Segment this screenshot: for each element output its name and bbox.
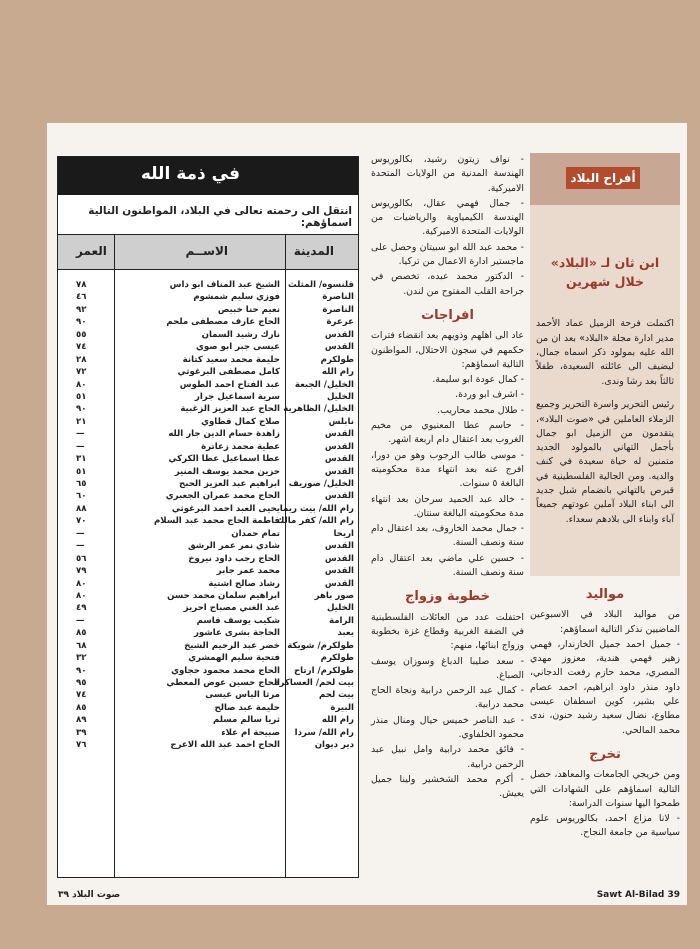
- births-text: [530, 608, 680, 738]
- obituary-age: —: [76, 441, 85, 452]
- column-header-name: الاســم: [185, 244, 228, 258]
- obituary-row: [58, 367, 358, 379]
- obituary-name: ثريا سالم مسلم: [213, 715, 280, 726]
- obituary-name: عطية محمد زعاترة: [201, 441, 280, 452]
- obituary-city: صور باهر: [314, 590, 354, 601]
- obituary-row: [58, 529, 358, 541]
- obituary-age: ٧٠: [76, 516, 87, 527]
- obituary-name: فتحية سليم الهمشري: [188, 653, 280, 664]
- afrah-title-band: [530, 153, 680, 205]
- obituary-age: —: [76, 541, 85, 552]
- obituary-row: [58, 479, 358, 491]
- obituary-row: [58, 566, 358, 578]
- paragraph: - سعد صليبا الدباغ وسوزان يوسف الصباغ.: [371, 655, 524, 681]
- obituary-column-headers: [58, 234, 358, 270]
- paragraph: - كمال عودة ابو سليمة.: [432, 374, 524, 386]
- obituary-city: بيت لحم: [319, 690, 354, 701]
- afrah-subtitle-line2: خلال شهرين: [566, 274, 644, 289]
- obituary-age: ٨٠: [76, 578, 87, 589]
- right-column: [530, 578, 680, 842]
- obituary-age: ٦٠: [76, 491, 87, 502]
- obituary-city: الخليل: [326, 391, 354, 402]
- column-header-age: العمر: [76, 244, 107, 258]
- obituary-city: القدس: [324, 466, 354, 477]
- afrah-subtitle: [536, 253, 674, 291]
- obituary-name: الحاج محمد محمود حجاوي: [171, 665, 280, 676]
- middle-column: [371, 153, 524, 802]
- obituary-city: القدس: [324, 329, 354, 340]
- obituary-city: القدس: [324, 454, 354, 465]
- afrah-box: [530, 153, 680, 576]
- obituary-name: الحاج احمد عبد الله الاعرج: [170, 740, 280, 751]
- obituary-age: ٩٥: [76, 678, 87, 688]
- obituary-row: [58, 429, 358, 441]
- obituary-name: تمام حمدان: [231, 528, 280, 539]
- obituary-age: ٣٢: [76, 653, 87, 664]
- obituary-row: [58, 491, 358, 503]
- paragraph: - حاسم عطا المعنيوي من مخيم الغروب بعد اعتقال دام اربعة اشهر.: [371, 420, 524, 446]
- obituary-name: عبد الفتاح احمد الطوس: [179, 379, 280, 390]
- obituary-age: ٦٥: [76, 479, 87, 489]
- obituary-row: [58, 715, 358, 727]
- obituary-row: [58, 690, 358, 702]
- obituary-row: [58, 554, 358, 566]
- obituary-name: عيسى جبر ابو صوي: [196, 342, 280, 353]
- obituary-age: ٣٩: [76, 727, 87, 738]
- obituary-name: حليمة محمد سعيد كتانة: [182, 354, 280, 365]
- graduates-continued: [371, 153, 524, 299]
- obituary-age: ٧٤: [76, 690, 87, 701]
- obituary-row: [58, 330, 358, 342]
- obituary-name: الشيخ عبد المناف ابو داس: [169, 280, 280, 290]
- obituary-age: ٨٥: [76, 628, 87, 639]
- obituary-city: طولكرم/ شويكة: [287, 640, 354, 651]
- paragraph: - أكرم محمد الشخشير ولينا جميل يعيش.: [371, 773, 524, 800]
- obituary-age: ٢١: [76, 416, 87, 427]
- obituary-name: رشاد صالح اشتية: [208, 578, 280, 589]
- obituary-name: حزين محمد يوسف المنير: [174, 466, 280, 477]
- obituary-city: طولكرم: [320, 653, 354, 664]
- afrah-text: [536, 308, 674, 536]
- paragraph: - عبد الناصر خميس حيال ومنال منذر محمود الخلفاوي.: [371, 714, 524, 740]
- releases-heading: افراجات: [421, 307, 474, 323]
- obituary-city: الخليل: [326, 603, 354, 614]
- obituary-row: [58, 342, 358, 354]
- paragraph: - محمد عبد الله ابو سبيتان وحصل على ماجستير ادارة الاعمال من تركيا.: [371, 241, 524, 268]
- releases-text: [371, 329, 524, 580]
- obituary-row: [58, 541, 358, 553]
- obituary-row: [58, 404, 358, 416]
- obituary-name: شكيب يوسف قاسم: [196, 615, 280, 626]
- obituary-age: ٧٤: [76, 342, 87, 353]
- obituary-age: —: [76, 429, 85, 440]
- column-header-city: المدينة: [293, 244, 334, 258]
- obituary-age: ٣١: [76, 454, 87, 465]
- obituary-age: ٨٠: [76, 379, 87, 390]
- paragraph: - حسين علي ماضي بعد اعتقال دام سنة ونصف السنة.: [371, 552, 524, 579]
- obituary-row: [58, 703, 358, 715]
- obituary-row: [58, 504, 358, 516]
- obituary-name: ابراهيم سلمان محمد حسن: [167, 590, 280, 601]
- paragraph: - نواف زيتون رشيد، بكالوريوس الهندسة المدنية من الولايات المتحدة الاميركية.: [371, 154, 524, 194]
- paragraph: - لانا مزاع احمد، بكالوريوس علوم سياسية من جامعة النجاح.: [530, 813, 680, 839]
- obituary-name: الحاج عارف مصطفى ملحم: [166, 317, 280, 328]
- obituary-intro: انتقل الى رحمته تعالى في البلاد، المواطنون التالية اسماؤهم:: [88, 205, 352, 229]
- obituary-age: ٥١: [76, 391, 87, 402]
- footer-page-number-latin: Sawt Al-Bilad 39: [596, 890, 680, 900]
- obituary-name: عبد الغني مصباح احريز: [183, 603, 280, 614]
- obituary-city: رام الله/ بيت ريما: [279, 503, 354, 514]
- obituary-row: [58, 740, 358, 752]
- obituary-name: حليمة عبد صالح: [214, 702, 280, 713]
- obituary-name: نارك رشيد السمان: [201, 329, 280, 340]
- obituary-city: نابلس: [328, 416, 354, 427]
- obituary-age: ٩٠: [76, 317, 87, 328]
- obituary-city: القدس: [324, 553, 354, 564]
- paragraph: - الدكتور محمد عبده، تخصص في جراحة القلب المفتوح من لندن.: [371, 271, 524, 297]
- obituary-name: الحاج محمد عمران الجعبري: [165, 491, 280, 502]
- graduation-text: [530, 768, 680, 840]
- obituary-row: [58, 603, 358, 615]
- obituary-name: صلاح كمال قطاوي: [201, 416, 280, 427]
- obituary-row: [58, 380, 358, 392]
- obituary-age: ٦٨: [76, 640, 87, 651]
- obituary-row: [58, 355, 358, 367]
- obituary-city: القدس: [324, 541, 354, 552]
- obituary-row: [58, 641, 358, 653]
- obituary-row: [58, 579, 358, 591]
- obituary-row: [58, 392, 358, 404]
- obituary-city: طولكرم/ ارتاح: [293, 665, 354, 676]
- obituary-row: [58, 280, 358, 292]
- obituary-city: رام الله/ كفر مالك: [276, 516, 354, 527]
- obituary-row: [58, 591, 358, 603]
- obituary-city: القدس: [324, 578, 354, 589]
- afrah-title: أفراح البلاد: [566, 167, 640, 189]
- afrah-subtitle-line1: ابن ثان لـ «البلاد»: [550, 255, 660, 270]
- obituary-age: ٨٠: [76, 590, 87, 601]
- obituary-age: —: [76, 528, 85, 539]
- obituary-age: —: [76, 615, 85, 626]
- paragraph: - جمال فهمي عقال، بكالوريوس الهندسة الكيمياوية والرياضيات من الولايات المتحدة الاميركية.: [371, 197, 524, 238]
- obituary-age: ٧٢: [76, 367, 87, 378]
- obituary-age: ٥١: [76, 466, 87, 477]
- obituary-age: ٤٦: [76, 292, 87, 303]
- obituary-title: في ذمة الله: [140, 164, 240, 184]
- obituary-row: [58, 678, 358, 690]
- obituary-row: [58, 442, 358, 454]
- paragraph: احتفلت عدد من العائلات الفلسطينية في الضفة الغربية وقطاع غزة بخطوبة وزواج ابنائها، منهم:: [371, 611, 524, 652]
- obituary-name: فوزي سليم شمشوم: [193, 292, 280, 303]
- obituary-name: الحاج حسين عوض المعطي: [166, 678, 280, 688]
- obituary-city: البيرة: [330, 702, 354, 713]
- obituary-city: يعبد: [337, 628, 354, 639]
- obituary-name: خضر عبد الرحيم الشيخ: [184, 640, 280, 651]
- engagement-text: [371, 611, 524, 802]
- paragraph: - كمال عبد الرحمن درابية ونجاة الحاج محمد درابية.: [371, 685, 524, 711]
- paragraph: رئيس التحرير واسرة التحرير وجميع الزملاء العاملين في «صوت البلاد»، يتقدمون من الزميل ابو جمال بأجمل التهاني بالمولود الجديد متمنين له حياة سعيدة في كنف والديه. ومن الجالية الفلسطينية في قبرص بالتهاني بانضمام شبل جديد الى ابناء البلاد آملين عودتهم جميعاً آباء وابناء الى بلادهم سعداء.: [536, 399, 674, 525]
- obituary-age: ٥٦: [76, 553, 87, 564]
- obituary-age: ٨٩: [76, 715, 87, 726]
- obituary-name: يحيى العبد احمد البرغوثي: [171, 503, 280, 514]
- obituary-name: شادي نمر عمر الرشق: [188, 541, 280, 552]
- engagement-heading: خطوبة وزواج: [405, 589, 490, 605]
- obituary-age: ٥٥: [76, 329, 87, 340]
- paragraph: - اشرف ابو وردة.: [455, 389, 524, 401]
- obituary-city: طولكرم: [320, 354, 354, 365]
- obituary-city: رام الله: [321, 367, 354, 378]
- obituary-city: قلنسوه/ المثلث: [287, 280, 354, 290]
- obituary-age: ٨٥: [76, 702, 87, 713]
- obituary-city: الناصرة: [322, 304, 354, 315]
- obituary-name: زاهدة حسام الدين جار الله: [168, 429, 280, 440]
- paragraph: اكتملت فرحة الزميل عماد الأحمد مدير ادارة مجلة «البلاد» بعد ان من الله عليه بمولود ذكر اسماه جمال، ليضيف الى عائلته السعيدة، طفلاً ثالثاً بعد رشا وندى.: [536, 318, 674, 387]
- paragraph: عاد الى اهلهم وذويهم بعد انقضاء فترات حكمهم في سجون الاحتلال، المواطنون التالية اسماؤهم:: [371, 330, 524, 370]
- obituary-row: [58, 467, 358, 479]
- obituary-row: [58, 516, 358, 528]
- obituary-city: رام الله: [321, 715, 354, 726]
- obituary-age: ٢٨: [76, 354, 87, 365]
- obituary-rows: [58, 280, 358, 753]
- obituary-city: رام الله/ سردا: [294, 727, 354, 738]
- obituary-name: سرية اسماعيل جرار: [194, 391, 280, 402]
- obituary-city: القدس: [324, 342, 354, 353]
- obituary-city: عرعرة: [326, 317, 354, 328]
- paragraph: - موسى طالب الرجوب وهو من دورا، افرج عنه بعد انتهاء مدة محكوميته البالغة ٥ سنوات.: [371, 449, 524, 490]
- obituary-row: [58, 292, 358, 304]
- obituary-name: الحاج رجب داود نيروخ: [188, 553, 280, 564]
- obituary-name: كامل مصطفى البرغوثي: [177, 367, 280, 378]
- paragraph: - جميل احمد جميل الخازندار، فهمي زهير فهمي هندية، معزوز مهدي المصري، محمد حازم رفعت الدجاني، داود منذر داود ابراهيم، احمد عصام علي بشير، كوين اسطفان عيسى مطاوع، نضال سعيد رشيد حنون، ندى محمد المالحي.: [530, 638, 680, 736]
- obituary-row: [58, 653, 358, 665]
- obituary-name: الحاج عبد العزيز الزغبية: [180, 404, 280, 415]
- paragraph: - طلال محمد محاريب.: [437, 404, 524, 416]
- obituary-age: ٩٢: [76, 304, 87, 315]
- obituary-city: القدس: [324, 491, 354, 502]
- obituary-age: ٧٩: [76, 566, 87, 577]
- obituary-name: عطا اسماعيل عطا الكركي: [168, 454, 280, 465]
- paragraph: - خالد عبد الحميد سرحان بعد انتهاء مدة محكوميته البالغة سنتان.: [371, 493, 524, 519]
- graduation-heading: تخرج: [589, 746, 621, 762]
- obituary-name: ابراهيم عبد العزيز الحبح: [179, 479, 280, 489]
- magazine-page: [47, 123, 687, 905]
- obituary-row: [58, 616, 358, 628]
- obituary-city: دير ديوان: [314, 740, 354, 751]
- obituary-row: [58, 728, 358, 740]
- obituary-name: فاطمة الحاج محمد عبد السلام: [154, 516, 280, 527]
- obituary-age: ٩٠: [76, 404, 87, 415]
- obituary-age: ٨٨: [76, 503, 87, 514]
- obituary-row: [58, 666, 358, 678]
- obituary-row: [58, 305, 358, 317]
- obituary-age: ٤٩: [76, 603, 87, 614]
- births-heading: مواليد: [585, 587, 625, 602]
- obituary-name: محمد عمر جابر: [216, 566, 280, 577]
- paragraph: - فائق محمد درابية وامل نبيل عبد الرحمن درابية.: [371, 744, 524, 770]
- paragraph: - جمال محمد الخاروف، بعد اعتقال دام سنة ونصف السنة.: [371, 523, 524, 549]
- obituary-name: صبيحة ام علاء: [221, 727, 280, 738]
- obituary-city: الخليل/ صوريف: [288, 479, 354, 489]
- obituary-city: القدس: [324, 441, 354, 452]
- obituary-age: ٧٨: [76, 280, 87, 290]
- obituary-city: القدس: [324, 566, 354, 577]
- obituary-city: الخليل/ الظاهرية: [283, 404, 354, 415]
- obituary-name: مرثا الياس عيسى: [205, 690, 280, 701]
- obituary-city: الناصرة: [322, 292, 354, 303]
- obituary-city: القدس: [324, 429, 354, 440]
- obituary-name: الحاجة بشرى عاشور: [193, 628, 280, 639]
- obituary-city: الخليل/ الجبعة: [294, 379, 354, 390]
- obituary-city: بيت لحم/ العساكرة: [274, 678, 354, 688]
- obituary-row: [58, 454, 358, 466]
- footer-page-number-arabic: صوت البلاد ٣٩: [58, 890, 121, 900]
- obituary-city: الرامة: [329, 615, 354, 626]
- obituary-name: نعيم حنا خبيص: [217, 304, 280, 315]
- paragraph: ومن خريجي الجامعات والمعاهد، حصل التالية اسماؤهم على الشهادات التي طمحوا اليها سنوات الدراسة:: [530, 769, 680, 809]
- obituary-row: [58, 317, 358, 329]
- obituary-age: ٧٦: [76, 740, 87, 751]
- obituary-header: [58, 157, 358, 195]
- obituary-age: ٩٠: [76, 665, 87, 676]
- obituary-table: [57, 156, 359, 878]
- obituary-row: [58, 417, 358, 429]
- obituary-row: [58, 628, 358, 640]
- obituary-city: اريحا: [333, 528, 354, 539]
- paragraph: من مواليد البلاد في الاسبوعين الماضيين نذكر التالية اسماؤهم:: [530, 609, 680, 635]
